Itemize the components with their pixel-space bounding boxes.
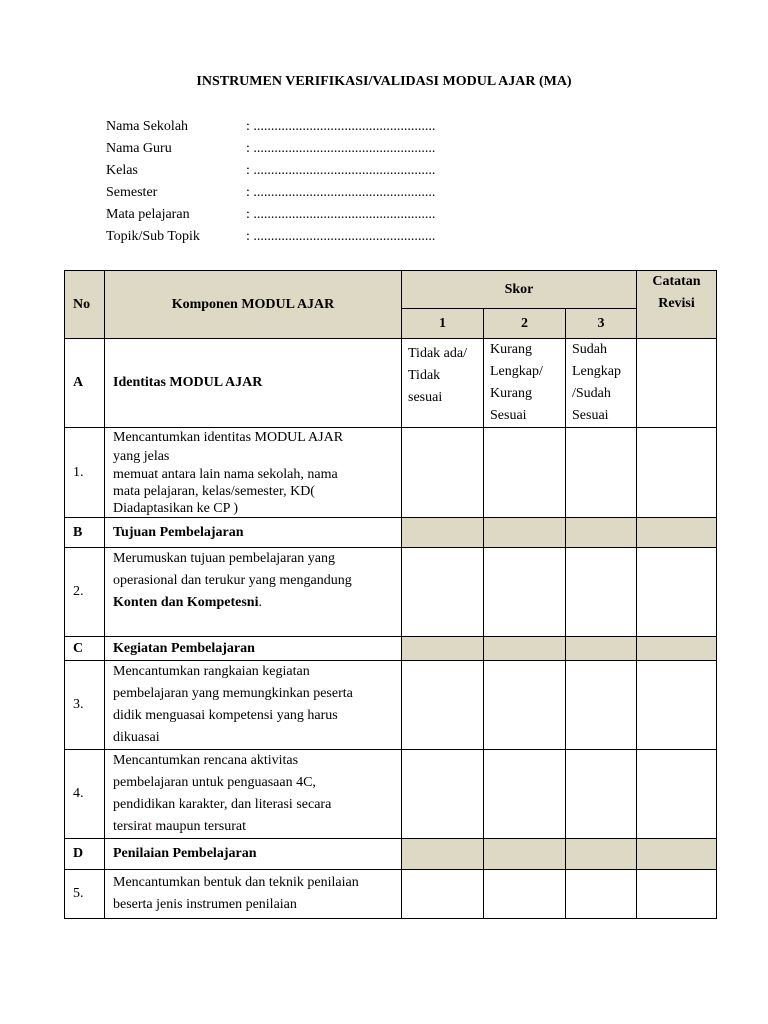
score-cell[interactable] [402,428,484,518]
section-c-no: C [65,637,105,661]
notes-cell[interactable] [637,428,717,518]
score-cell [566,518,637,548]
score-cell [402,637,484,661]
score-cell[interactable] [566,750,637,839]
info-value: : .................................................... [246,141,436,156]
info-label: Kelas [106,163,138,178]
score-cell[interactable] [484,548,566,637]
score-cell[interactable] [402,548,484,637]
item-1-no: 1. [65,428,105,518]
score-cell [484,518,566,548]
header-score-1: 1 [402,309,484,339]
score-3-description: Sudah Lengkap /Sudah Sesuai [566,339,637,428]
info-row-topic [106,226,435,248]
score-cell [566,839,637,870]
notes-cell[interactable] [637,548,717,637]
score-cell [402,839,484,870]
info-label: Mata pelajaran [106,207,190,222]
section-b-title: Tujuan Pembelajaran [105,518,402,548]
header-score: Skor [402,271,637,309]
notes-cell[interactable] [637,661,717,750]
score-cell[interactable] [484,750,566,839]
info-row-subject [106,204,435,226]
score-cell[interactable] [402,750,484,839]
score-cell[interactable] [484,661,566,750]
header-score-2: 2 [484,309,566,339]
item-4-text: Mencantumkan rencana aktivitas pembelajaran untuk penguasaan 4C, pendidikan karakter, dan literasi secara tersirat maupun tersurat [105,750,402,839]
notes-cell [637,839,717,870]
score-cell[interactable] [566,661,637,750]
score-cell[interactable] [402,661,484,750]
info-row-semester [106,182,435,204]
info-block [106,116,435,248]
notes-cell[interactable] [637,870,717,919]
info-value: : .................................................... [246,229,436,244]
notes-cell [637,637,717,661]
score-cell [566,637,637,661]
section-d-no: D [65,839,105,870]
score-cell[interactable] [402,870,484,919]
header-notes-line2: Revisi [658,296,695,311]
notes-cell[interactable] [637,750,717,839]
item-1-text: Mencantumkan identitas MODUL AJAR yang jelas memuat antara lain nama sekolah, nama mata pelajaran, kelas/semester, KD( Diadaptasikan ke CP ) [105,428,402,518]
score-1-description: Tidak ada/ Tidak sesuai [402,339,484,428]
score-cell[interactable] [566,428,637,518]
section-d-title: Penilaian Pembelajaran [105,839,402,870]
header-notes [637,271,717,339]
notes-cell[interactable] [637,339,717,428]
item-3-no: 3. [65,661,105,750]
item-3-text: Mencantumkan rangkaian kegiatan pembelajaran yang memungkinkan peserta didik menguasai kompetensi yang harus dikuasai [105,661,402,750]
section-a-no: A [65,339,105,428]
info-label: Nama Guru [106,141,172,156]
section-b-no: B [65,518,105,548]
section-c-title: Kegiatan Pembelajaran [105,637,402,661]
info-row-class [106,160,435,182]
header-component: Komponen MODUL AJAR [105,271,402,339]
info-row-school [106,116,435,138]
header-notes-line1: Catatan [652,274,701,289]
item-4-no: 4. [65,750,105,839]
score-cell[interactable] [484,870,566,919]
score-cell[interactable] [566,548,637,637]
item-5-no: 5. [65,870,105,919]
info-value: : .................................................... [246,207,436,222]
info-value: : .................................................... [246,119,436,134]
item-2-text: Merumuskan tujuan pembelajaran yang operasional dan terukur yang mengandung Konten dan Kompetesni. [105,548,402,637]
document-title: INSTRUMEN VERIFIKASI/VALIDASI MODUL AJAR (MA) [196,74,572,89]
item-2-no: 2. [65,548,105,637]
info-label: Semester [106,185,158,200]
score-cell [484,839,566,870]
header-no: No [65,271,105,339]
highlighted-letter: t [147,819,152,834]
score-cell [484,637,566,661]
score-cell [402,518,484,548]
header-score-3: 3 [566,309,637,339]
section-a-title: Identitas MODUL AJAR [105,339,402,428]
score-cell[interactable] [566,870,637,919]
validation-table [64,270,717,919]
info-value: : .................................................... [246,163,436,178]
bold-phrase: Konten dan Kompetesni [113,595,259,610]
info-value: : .................................................... [246,185,436,200]
notes-cell [637,518,717,548]
info-row-teacher [106,138,435,160]
score-2-description: Kurang Lengkap/ Kurang Sesuai [484,339,566,428]
score-cell[interactable] [484,428,566,518]
info-label: Nama Sekolah [106,119,189,134]
info-label: Topik/Sub Topik [106,229,200,244]
item-5-text: Mencantumkan bentuk dan teknik penilaian beserta jenis instrumen penilaian [105,870,402,919]
